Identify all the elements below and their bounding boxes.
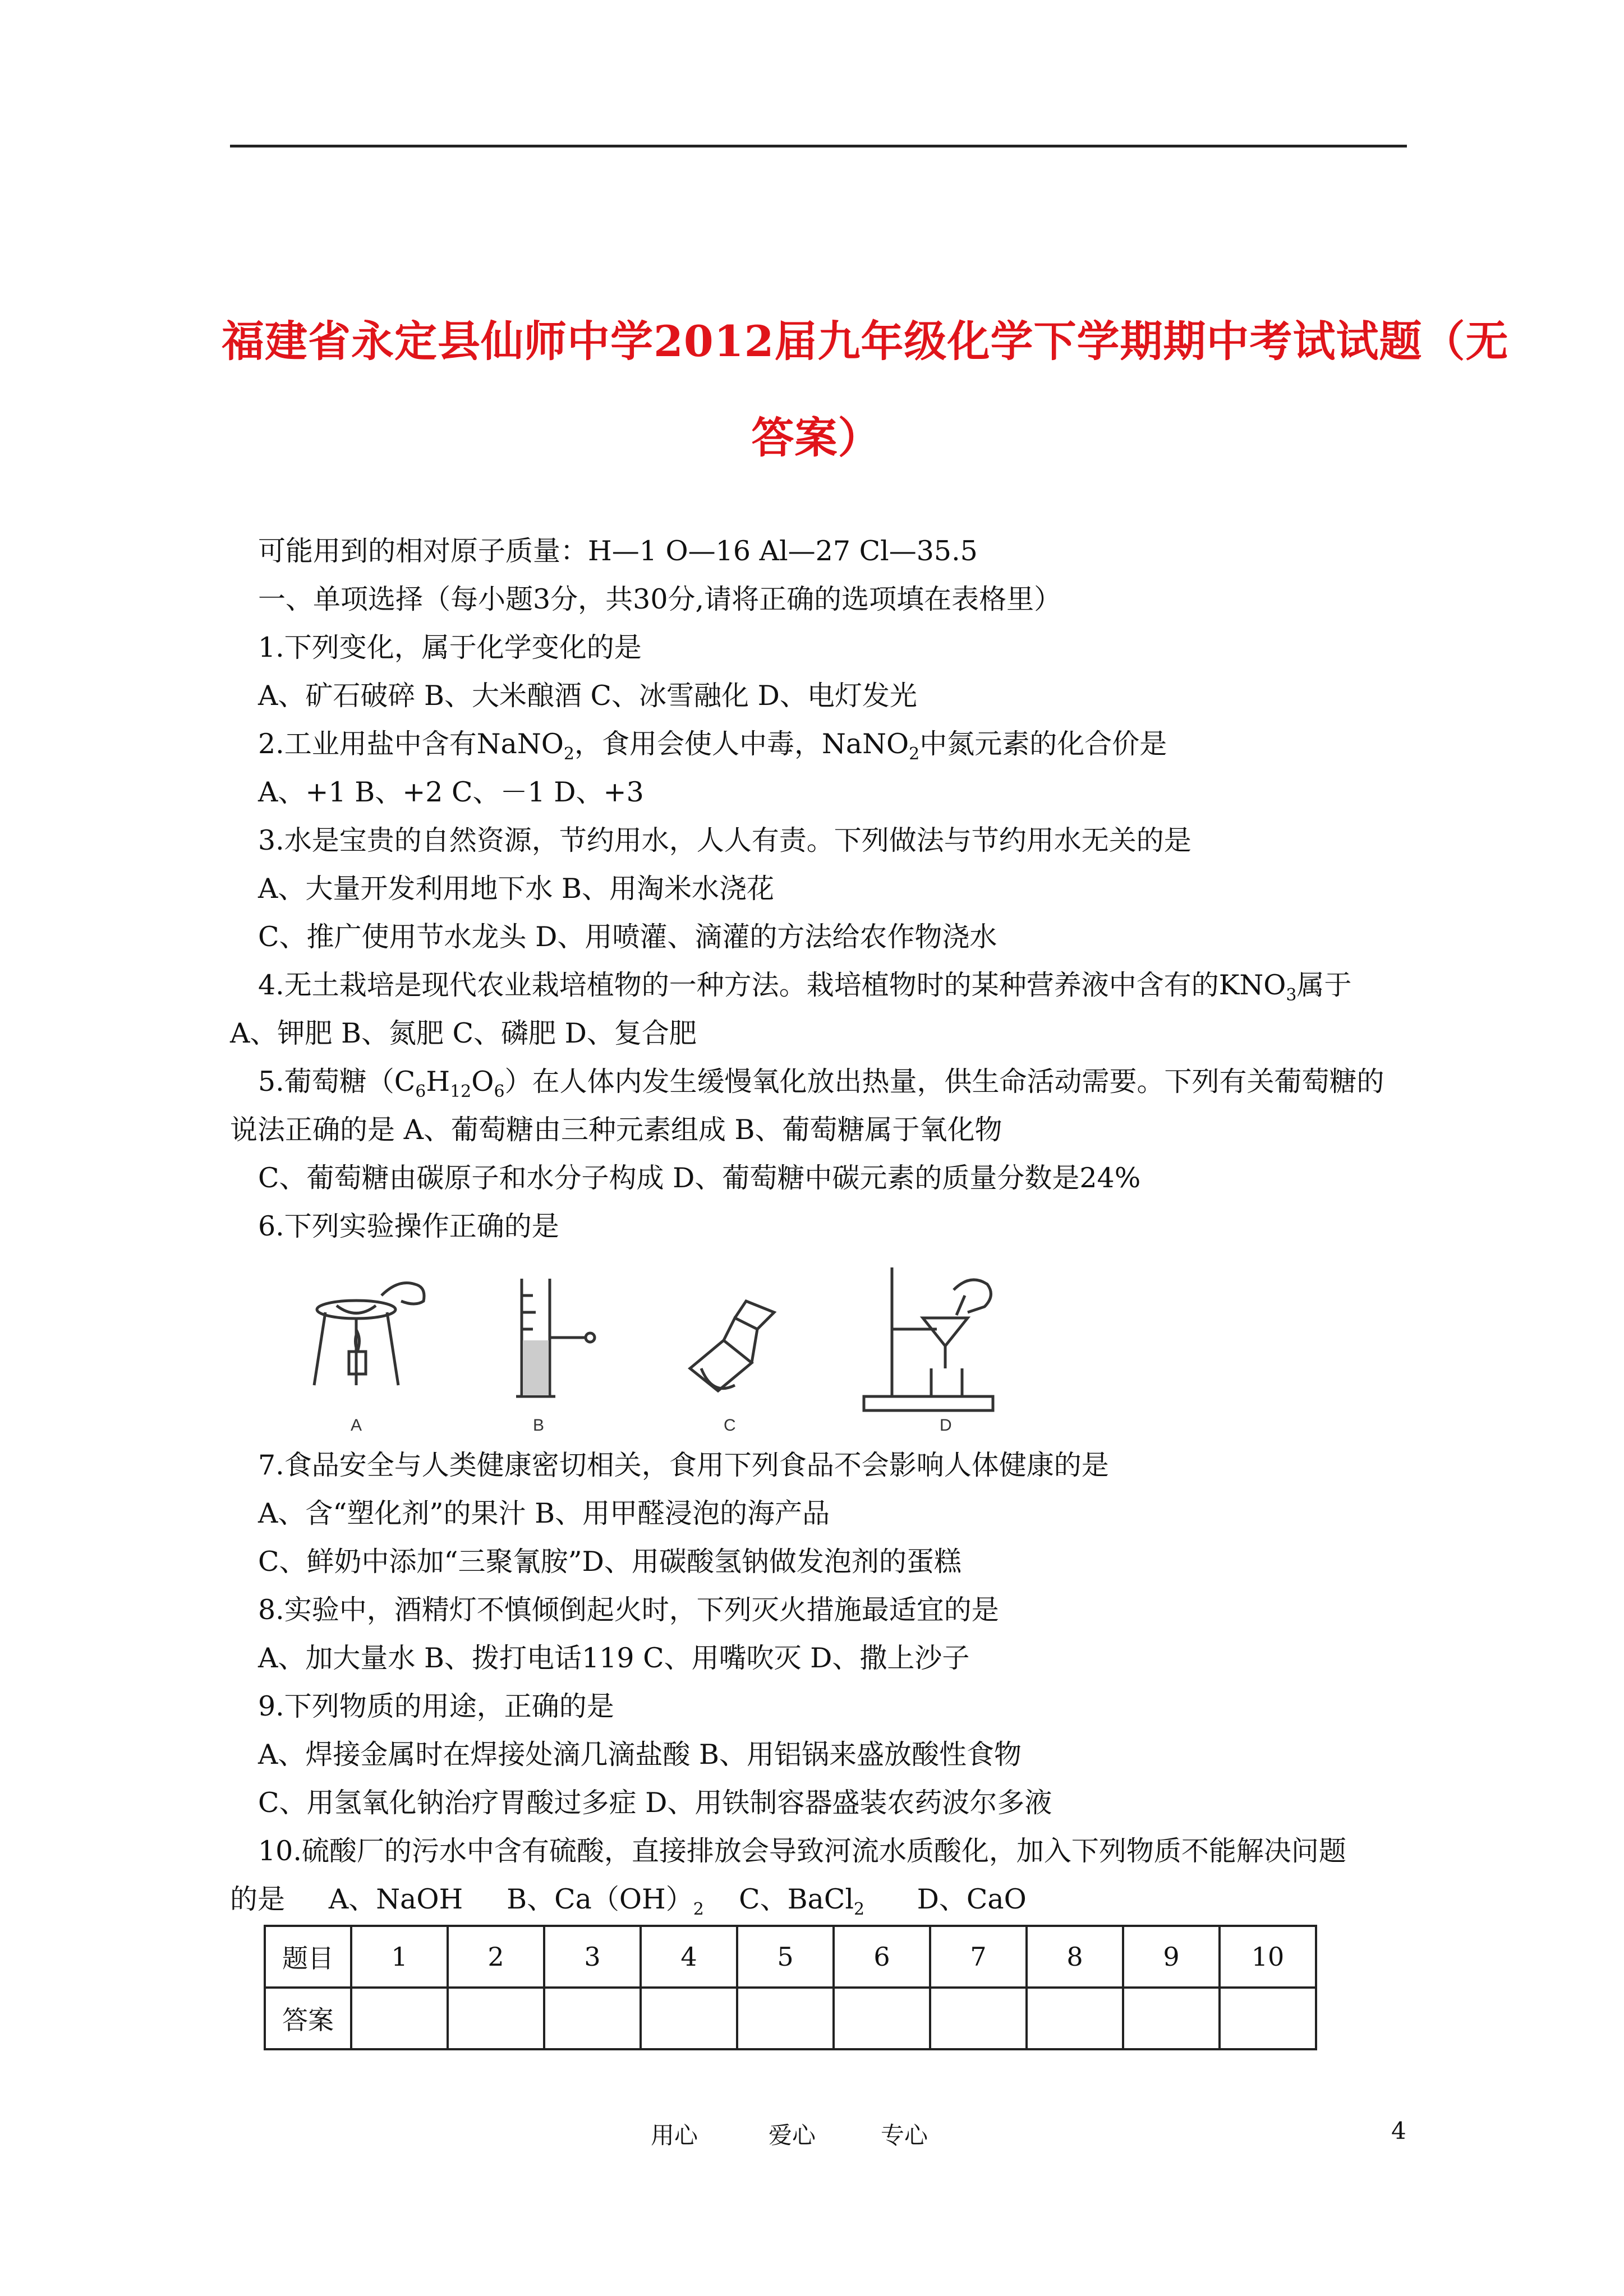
question-7-stem: 7.食品安全与人类健康密切相关，食用下列食品不会影响人体健康的是 bbox=[258, 1449, 1109, 1481]
q10-text-b: C、BaCl bbox=[703, 1883, 854, 1915]
question-1-stem: 1.下列变化，属于化学变化的是 bbox=[258, 631, 642, 663]
figure-b-graduated-cylinder bbox=[482, 1256, 606, 1436]
question-2-stem bbox=[230, 720, 1408, 768]
table-number-10: 10 bbox=[1220, 1926, 1316, 1988]
q10-text-a: 的是 A、NaOH B、Ca（OH） bbox=[230, 1883, 693, 1915]
section-heading: 一、单项选择（每小题3分，共30分,请将正确的选项填在表格里） bbox=[258, 583, 1062, 615]
question-10-stem: 10.硫酸厂的污水中含有硫酸，直接排放会导致河流水质酸化，加入下列物质不能解决问题 bbox=[258, 1835, 1346, 1867]
question-7-options-1: A、含“塑化剂”的果汁 B、用甲醛浸泡的海产品 bbox=[258, 1497, 830, 1529]
footer-motto-mid: 爱心 bbox=[769, 2122, 816, 2149]
q2-text-c: 中氮元素的化合价是 bbox=[919, 728, 1167, 760]
answer-table bbox=[264, 1925, 1317, 2050]
figure-a-tripod-heating bbox=[303, 1256, 443, 1436]
q2-text-b: ，食用会使人中毒，NaNO bbox=[574, 728, 909, 760]
table-header-question: 题目 bbox=[265, 1926, 351, 1988]
answer-cell[interactable] bbox=[1123, 1988, 1220, 2049]
answer-table-answer-row bbox=[265, 1988, 1316, 2049]
table-number-9: 9 bbox=[1123, 1926, 1220, 1988]
page-title-line2: 答案） bbox=[751, 413, 881, 463]
answer-cell[interactable] bbox=[737, 1988, 834, 2049]
table-number-1: 1 bbox=[351, 1926, 448, 1988]
answer-cell[interactable] bbox=[351, 1988, 448, 2049]
question-6-stem: 6.下列实验操作正确的是 bbox=[258, 1210, 559, 1242]
figure-b-label: B bbox=[533, 1416, 545, 1435]
footer-motto-right: 专心 bbox=[881, 2122, 928, 2149]
question-7-options-2: C、鲜奶中添加“三聚氰胺”D、用碳酸氢钠做发泡剂的蛋糕 bbox=[258, 1546, 961, 1578]
q2-text-a: 2.工业用盐中含有NaNO bbox=[258, 728, 564, 760]
question-8-options: A、加大量水 B、拨打电话119 C、用嘴吹灭 D、撒上沙子 bbox=[258, 1642, 970, 1674]
question-3-options-1: A、大量开发利用地下水 B、用淘米水浇花 bbox=[258, 873, 774, 905]
footer-motto-left: 用心 bbox=[651, 2122, 698, 2149]
answer-cell[interactable] bbox=[544, 1988, 641, 2049]
question-8-stem: 8.实验中，酒精灯不慎倾倒起火时，下列灭火措施最适宜的是 bbox=[258, 1594, 999, 1626]
atomic-masses: 可能用到的相对原子质量：H—1 O—16 Al—27 Cl—35.5 bbox=[258, 535, 978, 567]
table-number-5: 5 bbox=[737, 1926, 834, 1988]
answer-cell[interactable] bbox=[641, 1988, 737, 2049]
header-rule bbox=[230, 145, 1407, 147]
question-3-options-2: C、推广使用节水龙头 D、用喷灌、滴灌的方法给农作物浇水 bbox=[258, 921, 997, 953]
answer-cell[interactable] bbox=[834, 1988, 930, 2049]
figure-c-balance bbox=[668, 1256, 797, 1436]
page-title-line1: 福建省永定县仙师中学2012届九年级化学下学期期中考试试题（无 bbox=[222, 316, 1509, 366]
table-number-8: 8 bbox=[1027, 1926, 1123, 1988]
q4-text-a: 4.无土栽培是现代农业栽培植物的一种方法。栽培植物时的某种营养液中含有的KNO bbox=[258, 969, 1286, 1001]
figure-a-label: A bbox=[351, 1416, 362, 1435]
question-4-stem bbox=[230, 961, 1408, 1009]
answer-cell[interactable] bbox=[1027, 1988, 1123, 2049]
q2-subscript-2: 2 bbox=[909, 744, 920, 764]
table-number-7: 7 bbox=[930, 1926, 1027, 1988]
q2-subscript-1: 2 bbox=[563, 744, 574, 764]
question-3-stem: 3.水是宝贵的自然资源，节约用水，人人有责。下列做法与节约用水无关的是 bbox=[258, 824, 1191, 856]
q10-text-c: D、CaO bbox=[864, 1883, 1027, 1915]
figure-d-label: D bbox=[940, 1416, 952, 1435]
q5-sub-1: 6 bbox=[415, 1081, 426, 1101]
exam-body bbox=[230, 527, 1408, 1924]
question-9-options-2: C、用氢氧化钠治疗胃酸过多症 D、用铁制容器盛装农药波尔多液 bbox=[258, 1787, 1052, 1819]
figure-d-filtration bbox=[853, 1256, 1021, 1436]
answer-cell[interactable] bbox=[448, 1988, 544, 2049]
q5-mid-2: O bbox=[471, 1066, 494, 1098]
answer-cell[interactable] bbox=[1220, 1988, 1316, 2049]
answer-cell[interactable] bbox=[930, 1988, 1027, 2049]
question-9-options-1: A、焊接金属时在焊接处滴几滴盐酸 B、用铝锅来盛放酸性食物 bbox=[258, 1739, 1022, 1771]
question-5-stem bbox=[230, 1058, 1408, 1106]
q10-subscript-1: 2 bbox=[693, 1899, 704, 1919]
question-2-options: A、+1 B、+2 C、－1 D、+3 bbox=[258, 776, 644, 808]
question-5-line3: C、葡萄糖由碳原子和水分子构成 D、葡萄糖中碳元素的质量分数是24% bbox=[258, 1162, 1141, 1194]
question-5-line2: 说法正确的是 A、葡萄糖由三种元素组成 B、葡萄糖属于氧化物 bbox=[230, 1114, 1002, 1146]
q5-sub-2: 12 bbox=[450, 1081, 472, 1101]
table-number-6: 6 bbox=[834, 1926, 930, 1988]
question-1-options: A、矿石破碎 B、大米酿酒 C、冰雪融化 D、电灯发光 bbox=[258, 680, 917, 712]
q10-subscript-2: 2 bbox=[854, 1899, 865, 1919]
answer-table-header-row bbox=[265, 1926, 1316, 1988]
q4-subscript: 3 bbox=[1286, 985, 1297, 1005]
table-number-3: 3 bbox=[544, 1926, 641, 1988]
q5-text-a: 5.葡萄糖（C bbox=[258, 1066, 416, 1098]
page-number: 4 bbox=[1391, 2117, 1406, 2145]
figure-c-label: C bbox=[724, 1416, 736, 1435]
table-header-answer: 答案 bbox=[265, 1988, 351, 2049]
q5-sub-3: 6 bbox=[494, 1081, 505, 1101]
question-9-stem: 9.下列物质的用途，正确的是 bbox=[258, 1690, 614, 1722]
question-4-options: A、钾肥 B、氮肥 C、磷肥 D、复合肥 bbox=[230, 1017, 697, 1049]
apparatus-figures bbox=[230, 1251, 1408, 1441]
q5-text-b: ）在人体内发生缓慢氧化放出热量，供生命活动需要。下列有关葡萄糖的 bbox=[504, 1066, 1384, 1098]
q4-text-b: 属于 bbox=[1296, 969, 1352, 1001]
table-number-4: 4 bbox=[641, 1926, 737, 1988]
table-number-2: 2 bbox=[448, 1926, 544, 1988]
question-10-options bbox=[230, 1875, 1408, 1924]
q5-mid-1: H bbox=[426, 1066, 450, 1098]
